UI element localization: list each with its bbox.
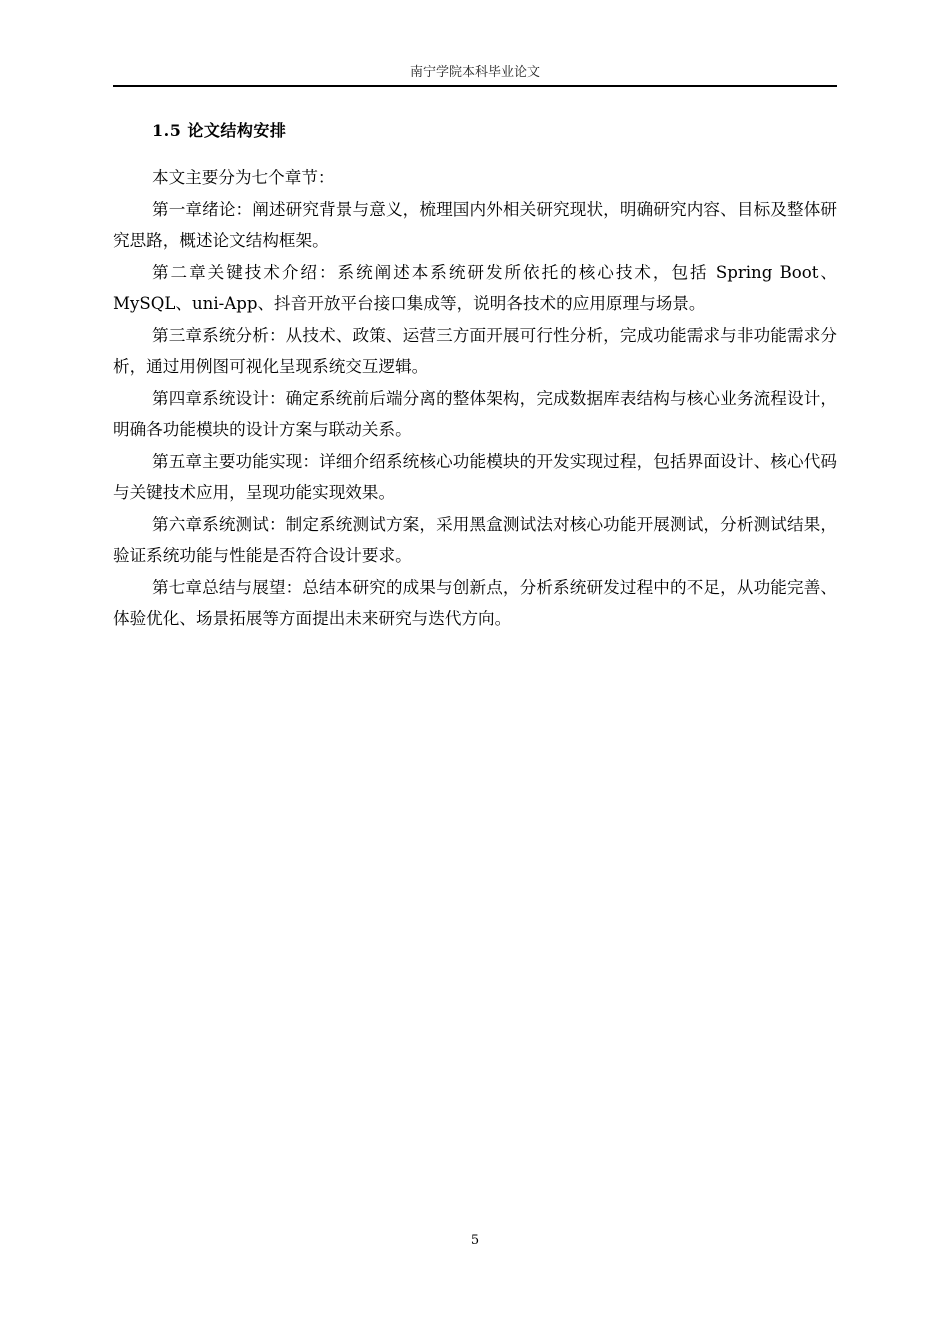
- paragraph-intro: 本文主要分为七个章节：: [152, 168, 335, 187]
- section-title: 1.5 论文结构安排: [152, 121, 287, 140]
- paragraph-chapter-2: 第二章关键技术介绍：系统阐述本系统研发所依托的核心技术，包括 Spring Boot、MySQL、uni-App、抖音开放平台接口集成等，说明各技术的应用原理与场景。: [113, 262, 837, 313]
- page-number: 5: [470, 1233, 480, 1248]
- body-text: [113, 162, 837, 635]
- paragraph-chapter-4: 第四章系统设计：确定系统前后端分离的整体架构，完成数据库表结构与核心业务流程设计，明确各功能模块的设计方案与联动关系。: [113, 388, 837, 439]
- paragraph-chapter-6: 第六章系统测试：制定系统测试方案，采用黑盒测试法对核心功能开展测试，分析测试结果，验证系统功能与性能是否符合设计要求。: [113, 514, 837, 565]
- paragraph-chapter-7: 第七章总结与展望：总结本研究的成果与创新点，分析系统研发过程中的不足，从功能完善、体验优化、场景拓展等方面提出未来研究与迭代方向。: [113, 577, 837, 628]
- paragraph-chapter-1: 第一章绪论：阐述研究背景与意义，梳理国内外相关研究现状，明确研究内容、目标及整体研究思路，概述论文结构框架。: [113, 199, 837, 250]
- paragraph-chapter-5: 第五章主要功能实现：详细介绍系统核心功能模块的开发实现过程，包括界面设计、核心代码与关键技术应用，呈现功能实现效果。: [113, 451, 837, 502]
- paragraph-chapter-3: 第三章系统分析：从技术、政策、运营三方面开展可行性分析，完成功能需求与非功能需求分析，通过用例图可视化呈现系统交互逻辑。: [113, 325, 837, 376]
- page-header: 南宁学院本科毕业论文: [409, 65, 540, 80]
- header-rule: [113, 85, 837, 87]
